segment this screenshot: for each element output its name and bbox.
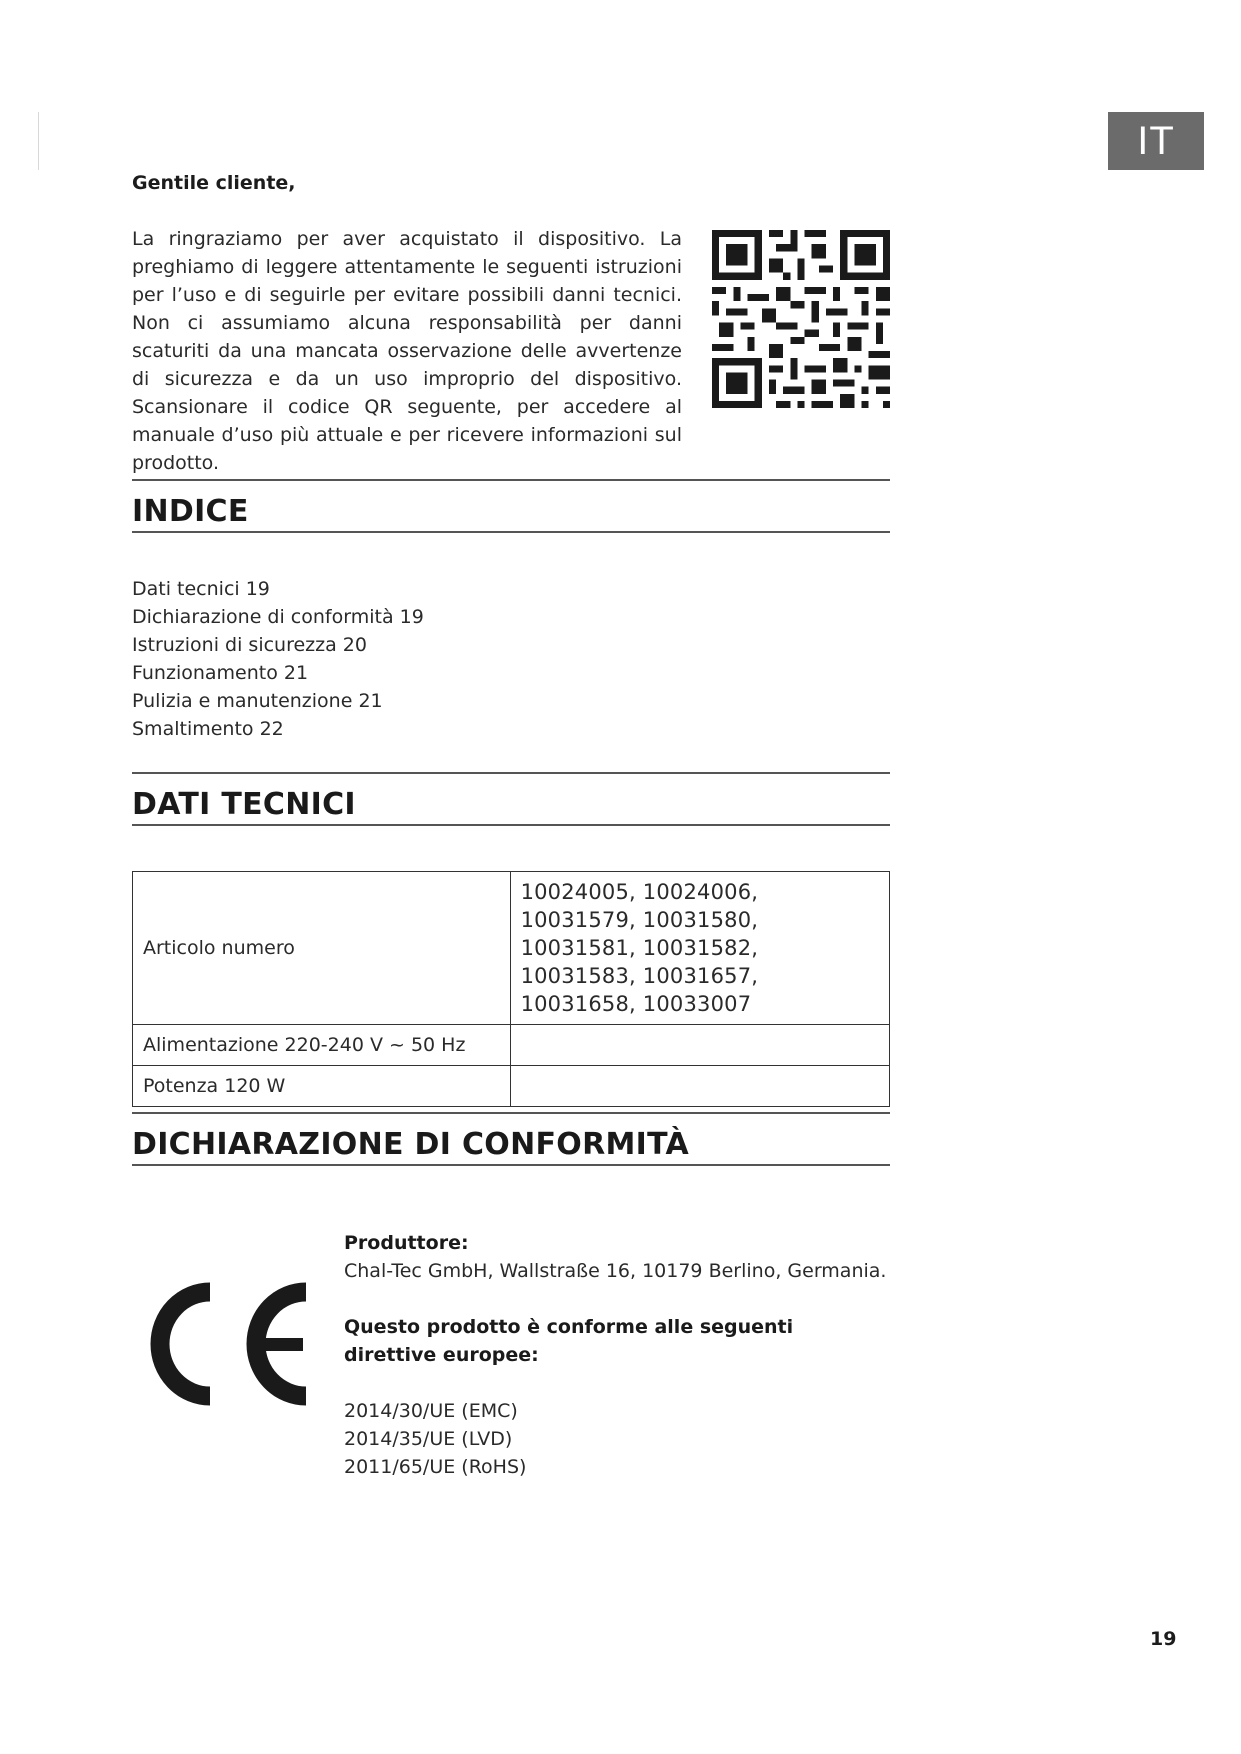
- directives-label: Questo prodotto è conforme alle seguenti direttive europee:: [344, 1316, 794, 1366]
- intro-paragraph: La ringraziamo per aver acquistato il dispositivo. La preghiamo di leggere attentamente le seguenti istruzioni per l’uso e di seguirle per evitare possibili danni tecnici. Non ci assumiamo alcuna responsabilità per danni scaturiti da una mancata osservazione delle avvertenze di sicurezza e da un uso improprio del dispositivo. Scansionare il codice QR seguente, per accedere al manuale d’uso più attuale e per ricevere informazioni sul prodotto.: [132, 228, 682, 474]
- producer-label: Produttore:: [344, 1232, 469, 1254]
- rule: [132, 531, 890, 533]
- margin-mark: [38, 112, 39, 170]
- directive-item: 2011/65/UE (RoHS): [344, 1456, 527, 1478]
- rule: [132, 824, 890, 826]
- toc-item[interactable]: Funzionamento 21: [132, 662, 309, 684]
- table-row: [133, 872, 890, 1025]
- ce-mark-icon: [148, 1282, 316, 1406]
- table-cell-label: Alimentazione 220-240 V ~ 50 Hz: [133, 1025, 511, 1066]
- directive-item: 2014/30/UE (EMC): [344, 1400, 518, 1422]
- tech-data-heading: DATI TECNICI: [132, 787, 356, 822]
- rule: [132, 1112, 890, 1114]
- conformity-heading: DICHIARAZIONE DI CONFORMITÀ: [132, 1127, 690, 1162]
- rule: [132, 772, 890, 774]
- qr-code-icon: [712, 230, 890, 408]
- table-cell-value: [510, 1025, 889, 1066]
- rule: [132, 479, 890, 481]
- table-row: [133, 1066, 890, 1107]
- rule: [132, 1164, 890, 1166]
- index-heading: INDICE: [132, 494, 249, 529]
- toc-item[interactable]: Pulizia e manutenzione 21: [132, 690, 383, 712]
- conformity-declaration: [344, 1229, 890, 1481]
- toc-item[interactable]: Smaltimento 22: [132, 718, 284, 740]
- toc-item[interactable]: Istruzioni di sicurezza 20: [132, 634, 367, 656]
- language-tab: IT: [1108, 112, 1204, 170]
- producer-address: Chal-Tec GmbH, Wallstraße 16, 10179 Berlino, Germania.: [344, 1260, 887, 1282]
- greeting: Gentile cliente,: [132, 172, 296, 194]
- page-number: 19: [1150, 1628, 1177, 1650]
- table-cell-value: 10024005, 10024006, 10031579, 10031580, 10031581, 10031582, 10031583, 10031657, 10031658, 10033007: [510, 872, 889, 1025]
- table-cell-label: Potenza 120 W: [133, 1066, 511, 1107]
- directive-item: 2014/35/UE (LVD): [344, 1428, 513, 1450]
- table-row: [133, 1025, 890, 1066]
- table-cell-value: [510, 1066, 889, 1107]
- toc-item[interactable]: Dati tecnici 19: [132, 578, 270, 600]
- toc-item[interactable]: Dichiarazione di conformità 19: [132, 606, 424, 628]
- table-of-contents: [132, 575, 424, 743]
- table-cell-label: Articolo numero: [133, 872, 511, 1025]
- tech-data-table: [132, 871, 890, 1107]
